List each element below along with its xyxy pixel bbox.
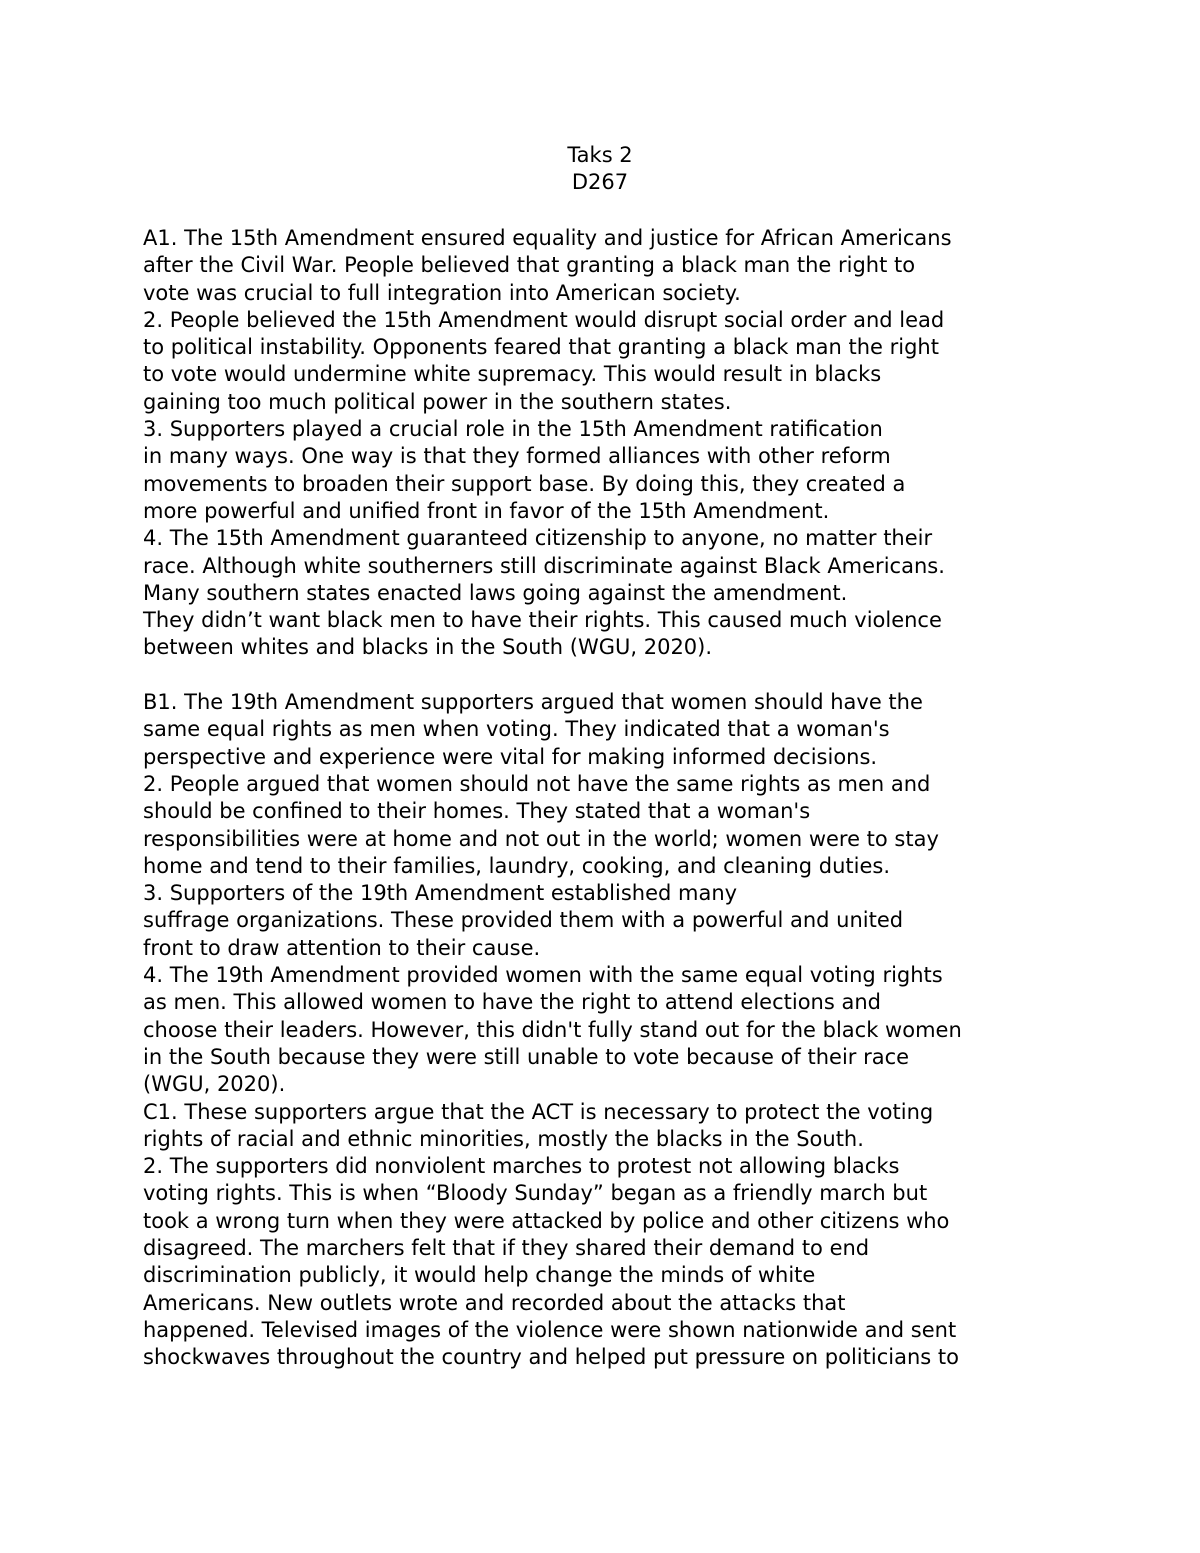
- text-line: They didn’t want black men to have their rights. This caused much violence: [143, 608, 942, 633]
- text-line: 3. Supporters played a crucial role in the 15th Amendment ratification: [143, 417, 883, 442]
- text-line: gaining too much political power in the southern states.: [143, 389, 732, 414]
- section-b: [143, 689, 1083, 1371]
- text-line: front to draw attention to their cause.: [143, 935, 541, 960]
- section-a: [143, 225, 1083, 662]
- text-line: more powerful and unified front in favor of the 15th Amendment.: [143, 498, 830, 523]
- text-line: should be confined to their homes. They stated that a woman's: [143, 799, 811, 824]
- text-line: perspective and experience were vital for making informed decisions.: [143, 744, 878, 769]
- text-line: shockwaves throughout the country and helped put pressure on politicians to: [143, 1345, 959, 1370]
- text-line: choose their leaders. However, this didn't fully stand out for the black women: [143, 1017, 962, 1042]
- text-line: to political instability. Opponents feared that granting a black man the right: [143, 335, 939, 360]
- text-line: same equal rights as men when voting. They indicated that a woman's: [143, 717, 890, 742]
- text-line: Many southern states enacted laws going against the amendment.: [143, 580, 848, 605]
- text-line: to vote would undermine white supremacy. This would result in blacks: [143, 362, 882, 387]
- text-line: voting rights. This is when “Bloody Sunday” began as a friendly march but: [143, 1181, 928, 1206]
- document-header: [0, 142, 1200, 196]
- text-line: 3. Supporters of the 19th Amendment established many: [143, 881, 738, 906]
- text-line: suffrage organizations. These provided them with a powerful and united: [143, 908, 904, 933]
- text-line: rights of racial and ethnic minorities, mostly the blacks in the South.: [143, 1126, 864, 1151]
- text-line: C1. These supporters argue that the ACT is necessary to protect the voting: [143, 1099, 934, 1124]
- paragraph-gap: [143, 662, 1083, 689]
- text-line: 4. The 15th Amendment guaranteed citizenship to anyone, no matter their: [143, 526, 933, 551]
- text-line: (WGU, 2020).: [143, 1072, 286, 1097]
- text-line: vote was crucial to full integration into American society.: [143, 280, 741, 305]
- text-line: 4. The 19th Amendment provided women with the same equal voting rights: [143, 963, 943, 988]
- text-line: responsibilities were at home and not out in the world; women were to stay: [143, 826, 939, 851]
- text-line: happened. Televised images of the violence were shown nationwide and sent: [143, 1317, 957, 1342]
- text-line: Americans. New outlets wrote and recorded about the attacks that: [143, 1290, 846, 1315]
- document-body: [143, 225, 1083, 1371]
- text-line: discrimination publicly, it would help change the minds of white: [143, 1263, 816, 1288]
- text-line: B1. The 19th Amendment supporters argued that women should have the: [143, 690, 923, 715]
- text-line: as men. This allowed women to have the right to attend elections and: [143, 990, 881, 1015]
- text-line: disagreed. The marchers felt that if they shared their demand to end: [143, 1235, 870, 1260]
- course-code: D267: [571, 170, 629, 194]
- text-line: between whites and blacks in the South (WGU, 2020).: [143, 635, 713, 660]
- text-line: A1. The 15th Amendment ensured equality and justice for African Americans: [143, 226, 952, 250]
- document-title: Taks 2: [567, 143, 633, 167]
- text-line: 2. The supporters did nonviolent marches to protest not allowing blacks: [143, 1154, 900, 1179]
- text-line: 2. People believed the 15th Amendment would disrupt social order and lead: [143, 307, 945, 332]
- text-line: after the Civil War. People believed that granting a black man the right to: [143, 253, 916, 278]
- text-line: took a wrong turn when they were attacked by police and other citizens who: [143, 1208, 950, 1233]
- text-line: 2. People argued that women should not have the same rights as men and: [143, 771, 931, 796]
- text-line: home and tend to their families, laundry, cooking, and cleaning duties.: [143, 853, 891, 878]
- text-line: in many ways. One way is that they formed alliances with other reform: [143, 444, 891, 469]
- text-line: race. Although white southerners still discriminate against Black Americans.: [143, 553, 945, 578]
- text-line: movements to broaden their support base. By doing this, they created a: [143, 471, 906, 496]
- text-line: in the South because they were still unable to vote because of their race: [143, 1044, 910, 1069]
